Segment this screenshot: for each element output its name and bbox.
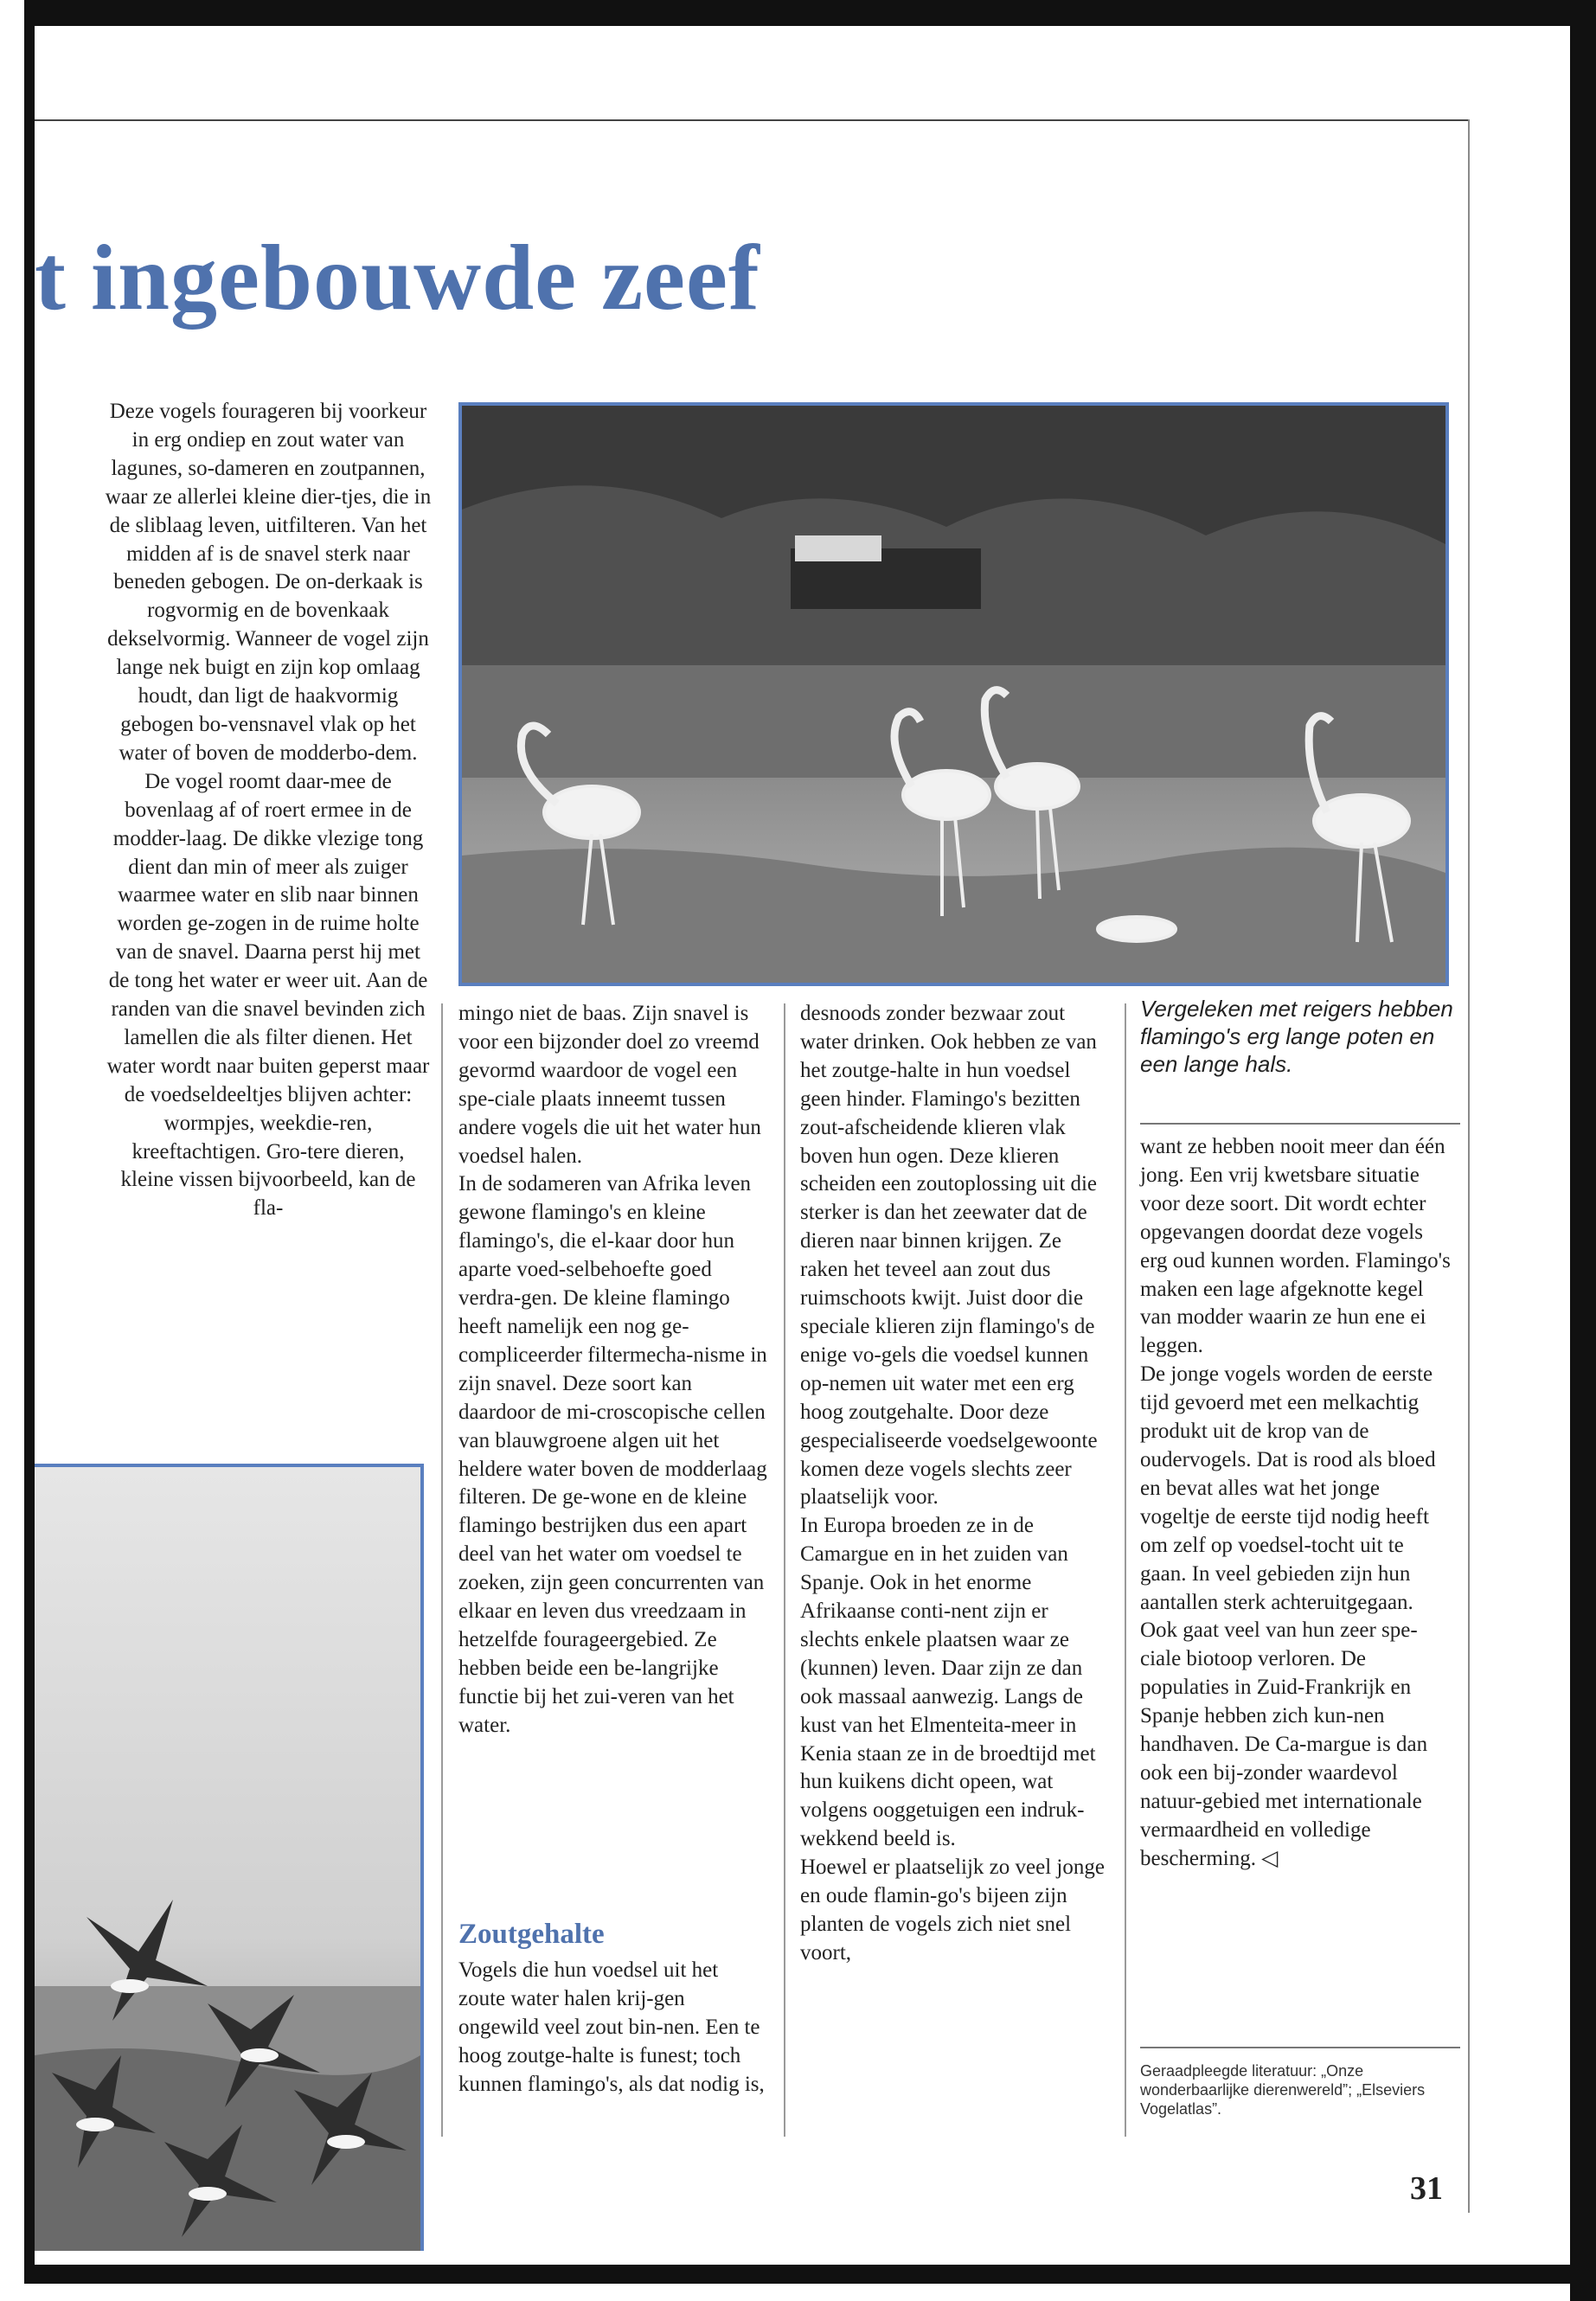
paragraph: De jonge vogels worden de eerste tijd gevoerd met een melkachtig produkt uit de krop van de oudervogels. Dat is rood als bloed en bevat alles wat het jonge vogeltje de eerste tijd nodig heeft om zelf op voedsel-tocht uit te gaan. In veel gebieden zijn hun aantallen sterk achteruitgegaan. Ook gaat veel van hun zeer spe-ciale biotoop verloren. De populaties in Zuid-Frankrijk en Spanje hebben zich kun-nen handhaven. De Ca-margue is dan ook een bij-zonder waardevol natuur-gebied met internationale vermaardheid en volledige bescherming. ◁ [1140, 1362, 1436, 1870]
column-divider [784, 1003, 785, 2137]
page-number: 31 [1410, 2170, 1443, 2207]
left-scan-border [24, 0, 35, 2266]
column-2 [458, 1000, 770, 1740]
column-divider [441, 1003, 443, 2137]
article-title: t ingebouwde zeef [35, 227, 760, 330]
column-4 [1140, 1133, 1452, 1874]
top-scan-border [24, 0, 1596, 26]
page-top-rule [35, 119, 1469, 121]
flamingo-photo [458, 402, 1449, 986]
paragraph: Hoewel er plaatselijk zo veel jonge en oude flamin-go's bijeen zijn planten de vogels zich niet snel voort, [800, 1856, 1105, 1965]
paragraph: In Europa broeden ze in de Camargue en in het zuiden van Spanje. Ook in het enorme Afrikaanse conti-nent zijn er slechts enkele plaatsen waar ze (kunnen) leven. Daar zijn ze dan ook massaal aanwezig. Langs de kust van het Elmenteita-meer in Kenia staan ze in de broedtijd met hun kuikens dicht opeen, wat volgens ooggetuigen een indruk-wekkend beeld is. [800, 1514, 1096, 1851]
references: Geraadpleegde literatuur: „Onze wonderbaarlijke dierenwereld”; „Elseviers Vogelatlas”. [1140, 2062, 1426, 2118]
page-right-rule [1468, 119, 1470, 2213]
references-rule [1140, 2047, 1460, 2048]
paragraph: want ze hebben nooit meer dan één jong. Een vrij kwetsbare situatie voor deze soort. Dit wordt echter opgevangen doordat deze vogels erg oud kunnen worden. Flamingo's maken een lage afgeknotte kegel van modder waarin ze hun ene ei leggen. [1140, 1135, 1451, 1358]
caption-rule [1140, 1123, 1460, 1125]
bottom-scan-border [24, 2265, 1570, 2284]
column-1 [104, 398, 433, 1223]
right-scan-border [1570, 0, 1596, 2301]
section-heading: Zoutgehalte [458, 1919, 605, 1950]
paragraph: Vogels die hun voedsel uit het zoute water halen krij-gen ongewild veel zout bin-nen. Een te hoog zoutge-halte is funest; toch kunnen flamingo's, als dat nodig is, [458, 1958, 765, 2096]
paragraph: desnoods zonder bezwaar zout water drinken. Ook hebben ze van het zoutge-halte in hun voedsel geen hinder. Flamingo's bezitten zout-afscheidende klieren vlak boven hun ogen. Deze klieren scheiden een zoutoplossing uit die sterker is dan het zeewater dat de dieren naar binnen krijgen. Ze raken het teveel aan zout dus ruimschoots kwijt. Juist door die speciale klieren zijn flamingo's de enige vo-gels die voedsel kunnen op-nemen uit water met een erg hoog zoutgehalte. Door deze gespecialiseerde voedselgewoonte komen deze vogels slechts zeer plaatselijk voor. [800, 1002, 1098, 1509]
column-2-continued [458, 1957, 770, 2099]
column-3 [800, 1000, 1112, 1968]
paragraph: mingo niet de baas. Zijn snavel is voor een bijzonder doel zo vreemd gevormd waardoor de vogel een spe-ciale plaats inneemt tussen andere vogels die uit het water hun voedsel halen. [458, 1002, 761, 1168]
column-divider [1125, 1003, 1126, 2137]
flying-flamingos-photo [35, 1464, 424, 2251]
paragraph: Deze vogels fourageren bij voorkeur in erg ondiep en zout water van lagunes, so-dameren en zoutpannen, waar ze allerlei kleine dier-tjes, die in de sliblaag leven, uitfilteren. Van het midden af is de snavel sterk naar beneden gebogen. De on-derkaak is rogvormig en de bovenkaak dekselvormig. Wanneer de vogel zijn lange nek buigt en zijn kop omlaag houdt, dan ligt de haakvormig gebogen bo-vensnavel vlak op het water of boven de modderbo-dem. De vogel roomt daar-mee de bovenlaag af of roert ermee in de modder-laag. De dikke vlezige tong dient dan min of meer als zuiger waarmee water en slib naar binnen worden ge-zogen in de ruime holte van de snavel. Daarna perst hij met de tong het water er weer uit. Aan de randen van die snavel bevinden zich lamellen die als filter dienen. Het water wordt naar buiten geperst maar de voedseldeeltjes blijven achter: wormpjes, weekdie-ren, kreeftachtigen. Gro-tere dieren, kleine vissen bijvoorbeeld, kan de fla- [105, 400, 432, 1221]
photo-caption: Vergeleken met reigers hebben flamingo's erg lange poten en een lange hals. [1140, 996, 1453, 1077]
paragraph: In de sodameren van Afrika leven gewone flamingo's en kleine flamingo's, die el-kaar door hun aparte voed-selbehoefte goed verdra-gen. De kleine flamingo heeft namelijk een nog ge-compliceerder filtermecha-nisme in zijn snavel. Deze soort kan daardoor de mi-croscopische cellen van blauwgroene algen uit het heldere water boven de modderlaag filteren. De ge-wone en de kleine flamingo bestrijken dus een apart deel van het water om voedsel te zoeken, zijn geen concurrenten van elkaar en leven dus vreedzaam in hetzelfde fourageergebied. Ze hebben beide een be-langrijke functie bij het zui-veren van het water. [458, 1172, 767, 1737]
